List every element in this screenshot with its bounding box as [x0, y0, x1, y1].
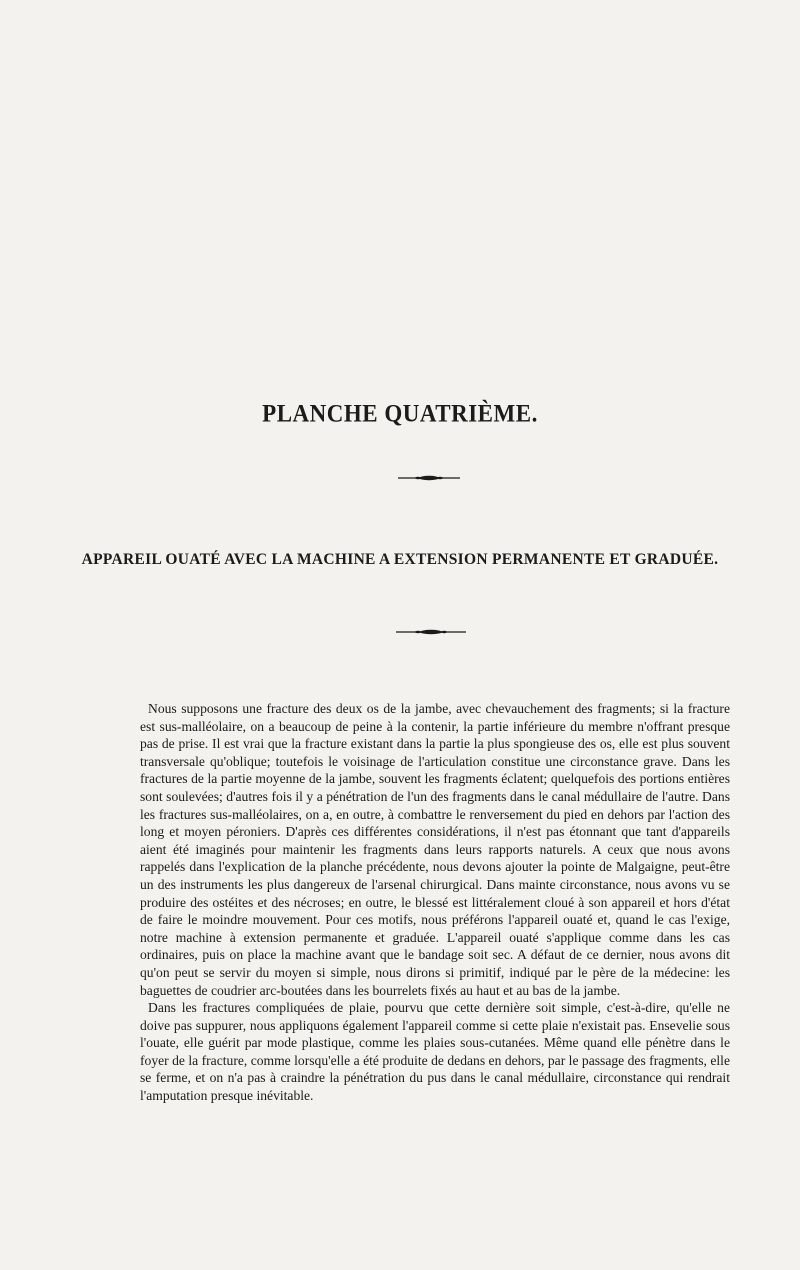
ornament-rule-1 — [398, 473, 460, 483]
rule-ornament-icon — [398, 473, 460, 483]
paragraph-1: Nous supposons une fracture des deux os de la jambe, avec chevauchement des fragments; si la fracture est sus-malléolaire, on a beaucoup de peine à la contenir, la partie inférieure du membre n'offrant presque pas de prise. Il est vrai que la fracture existant dans la partie la plus spongieuse des os, elle est plus souvent transversale qu'oblique; toutefois le voisinage de l'articulation constitue une circonstance grave. Dans les fractures de la partie moyenne de la jambe, souvent les fragments éclatent; quelquefois des portions entières sont soulevées; d'autres fois il y a pénétration de l'un des fragments dans le canal médullaire de l'autre. Dans les fractures sus-malléolaires, on a, en outre, à combattre le renversement du pied en dehors par l'action des long et moyen péroniers. D'après ces différentes considérations, il n'est pas étonnant que tant d'appareils aient été imaginés pour maintenir les fragments dans leurs rapports naturels. A ceux que nous avons rappelés dans l'explication de la planche précédente, nous devons ajouter la pointe de Malgaigne, peut-être un des instruments les plus dangereux de l'arsenal chirurgical. Dans mainte circonstance, nous avons vu se produire des ostéites et des nécroses; en outre, le blessé est littéralement cloué à son appareil et hors d'état de faire le moindre mouvement. Pour ces motifs, nous préférons l'appareil ouaté et, quand le cas l'exige, notre machine à extension permanente et graduée. L'appareil ouaté s'applique comme dans les cas ordinaires, puis on place la machine avant que le bandage soit sec. A défaut de ce dernier, nous avons dit qu'on peut se servir du moyen si simple, nous dirons si primitif, indiqué par le père de la médecine: les baguettes de coudrier arc-boutées dans les bourrelets fixés au haut et au bas de la jambe. — [140, 701, 730, 998]
body-text — [140, 700, 730, 1105]
paragraph-2: Dans les fractures compliquées de plaie, pourvu que cette dernière soit simple, c'est-à-dire, qu'elle ne doive pas suppurer, nous appliquons également l'appareil comme si cette plaie n'existait pas. Ensevelie sous l'ouate, elle guérit par mode plastique, comme les plaies sous-cutanées. Même quand elle pénètre dans le foyer de la fracture, comme lorsqu'elle a été produite de dedans en dehors, par le passage des fragments, elle se ferme, et on n'a pas à craindre la pénétration du pus dans le canal médullaire, circonstance qui rendrait l'amputation presque inévitable. — [140, 1000, 730, 1104]
ornament-rule-2 — [396, 627, 466, 637]
section-subtitle: APPAREIL OUATÉ AVEC LA MACHINE A EXTENSION PERMANENTE ET GRADUÉE. — [81, 550, 719, 568]
rule-ornament-icon — [396, 627, 466, 637]
page-title: PLANCHE QUATRIÈME. — [262, 400, 538, 428]
